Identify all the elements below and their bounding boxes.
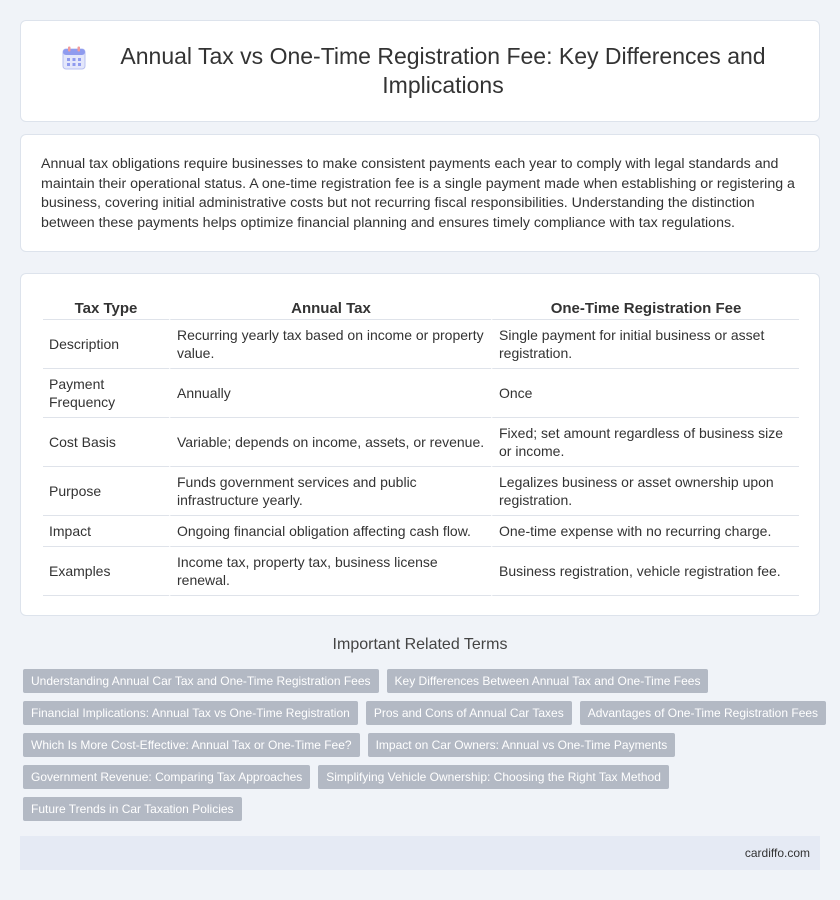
row-label: Purpose [43,467,169,516]
header-one-time-fee: One-Time Registration Fee [491,294,799,320]
related-terms-list [23,669,823,829]
footer-site-link[interactable]: cardiffo.com [744,846,810,860]
table-row [43,320,799,369]
related-term-tag[interactable]: Impact on Car Owners: Annual vs One-Time Payments [368,733,676,757]
annual-cell: Income tax, property tax, business license renewal. [169,547,491,596]
page-title: Annual Tax vs One-Time Registration Fee: Key Differences and Implications [120,43,766,98]
annual-cell: Annually [169,369,491,418]
header-card [20,20,820,122]
header-annual-tax: Annual Tax [169,294,491,320]
row-label: Cost Basis [43,418,169,467]
annual-cell: Ongoing financial obligation affecting cash flow. [169,516,491,547]
table-row [43,516,799,547]
related-term-tag[interactable]: Understanding Annual Car Tax and One-Time Registration Fees [23,669,379,693]
one-time-cell: Business registration, vehicle registration fee. [491,547,799,596]
table-header-row [43,294,799,320]
table-row [43,369,799,418]
related-term-tag[interactable]: Pros and Cons of Annual Car Taxes [366,701,572,725]
row-label: Description [43,320,169,369]
row-label: Payment Frequency [43,369,169,418]
related-term-tag[interactable]: Future Trends in Car Taxation Policies [23,797,242,821]
related-terms-title: Important Related Terms [332,636,508,653]
table-row [43,418,799,467]
related-term-tag[interactable]: Advantages of One-Time Registration Fees [580,701,826,725]
one-time-cell: Legalizes business or asset ownership upon registration. [491,467,799,516]
footer [20,836,820,870]
related-term-tag[interactable]: Government Revenue: Comparing Tax Approaches [23,765,310,789]
related-term-tag[interactable]: Financial Implications: Annual Tax vs One-Time Registration [23,701,358,725]
table-row [43,467,799,516]
row-label: Impact [43,516,169,547]
table-row [43,547,799,596]
calendar-icon [61,45,87,71]
one-time-cell: One-time expense with no recurring charge. [491,516,799,547]
annual-cell: Recurring yearly tax based on income or property value. [169,320,491,369]
annual-cell: Variable; depends on income, assets, or revenue. [169,418,491,467]
row-label: Examples [43,547,169,596]
comparison-table [43,294,799,596]
header-tax-type: Tax Type [43,294,169,320]
one-time-cell: Once [491,369,799,418]
one-time-cell: Single payment for initial business or asset registration. [491,320,799,369]
related-term-tag[interactable]: Simplifying Vehicle Ownership: Choosing the Right Tax Method [318,765,669,789]
intro-card [20,134,820,252]
comparison-table-card [20,273,820,616]
related-term-tag[interactable]: Key Differences Between Annual Tax and One-Time Fees [387,669,709,693]
one-time-cell: Fixed; set amount regardless of business size or income. [491,418,799,467]
intro-paragraph: Annual tax obligations require businesses to make consistent payments each year to comply with legal standards and maintain their operational status. A one-time registration fee is a single payment made when establishing or registering a business, covering initial administrative costs but not recurring fiscal responsibilities. Understanding the distinction between these payments helps optimize financial planning and ensures timely compliance with tax regulations. [41,156,795,231]
annual-cell: Funds government services and public infrastructure yearly. [169,467,491,516]
related-term-tag[interactable]: Which Is More Cost-Effective: Annual Tax or One-Time Fee? [23,733,360,757]
